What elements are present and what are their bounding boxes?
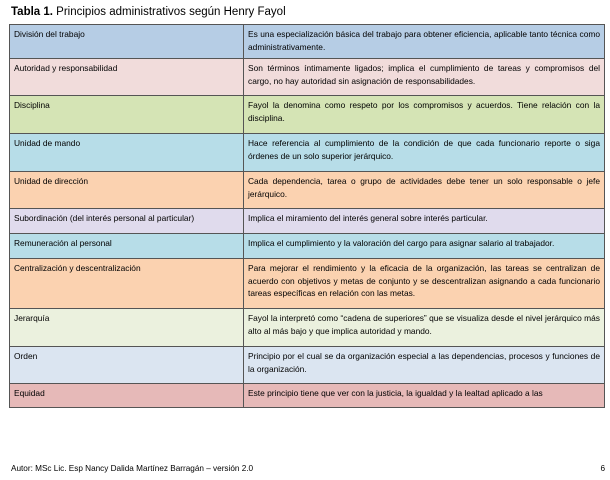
description-cell: Para mejorar el rendimiento y la eficacia de la organización, las tareas se centralizan de acuerdo con objetivos y metas de conjunto y se descentralizan asignando a cada funcionario tareas específicas en relación con las metas. — [244, 259, 605, 309]
table-row — [10, 347, 605, 384]
table-row — [10, 134, 605, 172]
table-body — [10, 25, 605, 408]
principle-cell: División del trabajo — [10, 25, 244, 59]
description-cell: Cada dependencia, tarea o grupo de actividades debe tener un solo responsable o jefe jerárquico. — [244, 172, 605, 209]
footer-author: Autor: MSc Lic. Esp Nancy Dalida Martínez Barragán – versión 2.0 — [11, 464, 254, 473]
principle-cell: Centralización y descentralización — [10, 259, 244, 309]
table-row — [10, 309, 605, 347]
table-row — [10, 59, 605, 96]
table-row — [10, 172, 605, 209]
table-caption-label: Tabla 1. — [11, 6, 53, 18]
description-cell: Son términos íntimamente ligados; implica el cumplimiento de tareas y compromisos del cargo, no hay autoridad sin asignación de responsabilidades. — [244, 59, 605, 96]
principle-cell: Jerarquía — [10, 309, 244, 347]
table-row — [10, 259, 605, 309]
table-row — [10, 25, 605, 59]
principle-cell: Unidad de mando — [10, 134, 244, 172]
description-cell: Fayol la interpretó como “cadena de superiores” que se visualiza desde el nivel jerárquico más alto al más bajo y que implica autoridad y mando. — [244, 309, 605, 347]
principle-cell: Orden — [10, 347, 244, 384]
description-cell: Este principio tiene que ver con la justicia, la igualdad y la lealtad aplicado a las — [244, 384, 605, 408]
table-row — [10, 209, 605, 234]
table-caption-text: Principios administrativos según Henry Fayol — [52, 6, 286, 18]
description-cell: Hace referencia al cumplimiento de la condición de que cada funcionario reporte o siga órdenes de un solo superior jerárquico. — [244, 134, 605, 172]
description-cell: Es una especialización básica del trabajo para obtener eficiencia, aplicable tanto técnica como administrativamente. — [244, 25, 605, 59]
principle-cell: Disciplina — [10, 96, 244, 134]
page-number: 6 — [600, 464, 605, 473]
principle-cell: Equidad — [10, 384, 244, 408]
table-caption — [11, 6, 286, 18]
fayol-principles-table — [9, 24, 605, 408]
principle-cell: Autoridad y responsabilidad — [10, 59, 244, 96]
principle-cell: Remuneración al personal — [10, 234, 244, 259]
table-row — [10, 384, 605, 408]
principle-cell: Subordinación (del interés personal al particular) — [10, 209, 244, 234]
description-cell: Implica el cumplimiento y la valoración del cargo para asignar salario al trabajador. — [244, 234, 605, 259]
description-cell: Implica el miramiento del interés general sobre interés particular. — [244, 209, 605, 234]
principle-cell: Unidad de dirección — [10, 172, 244, 209]
description-cell: Principio por el cual se da organización especial a las dependencias, procesos y funciones de la organización. — [244, 347, 605, 384]
description-cell: Fayol la denomina como respeto por los compromisos y acuerdos. Tiene relación con la disciplina. — [244, 96, 605, 134]
table-row — [10, 234, 605, 259]
table-row — [10, 96, 605, 134]
